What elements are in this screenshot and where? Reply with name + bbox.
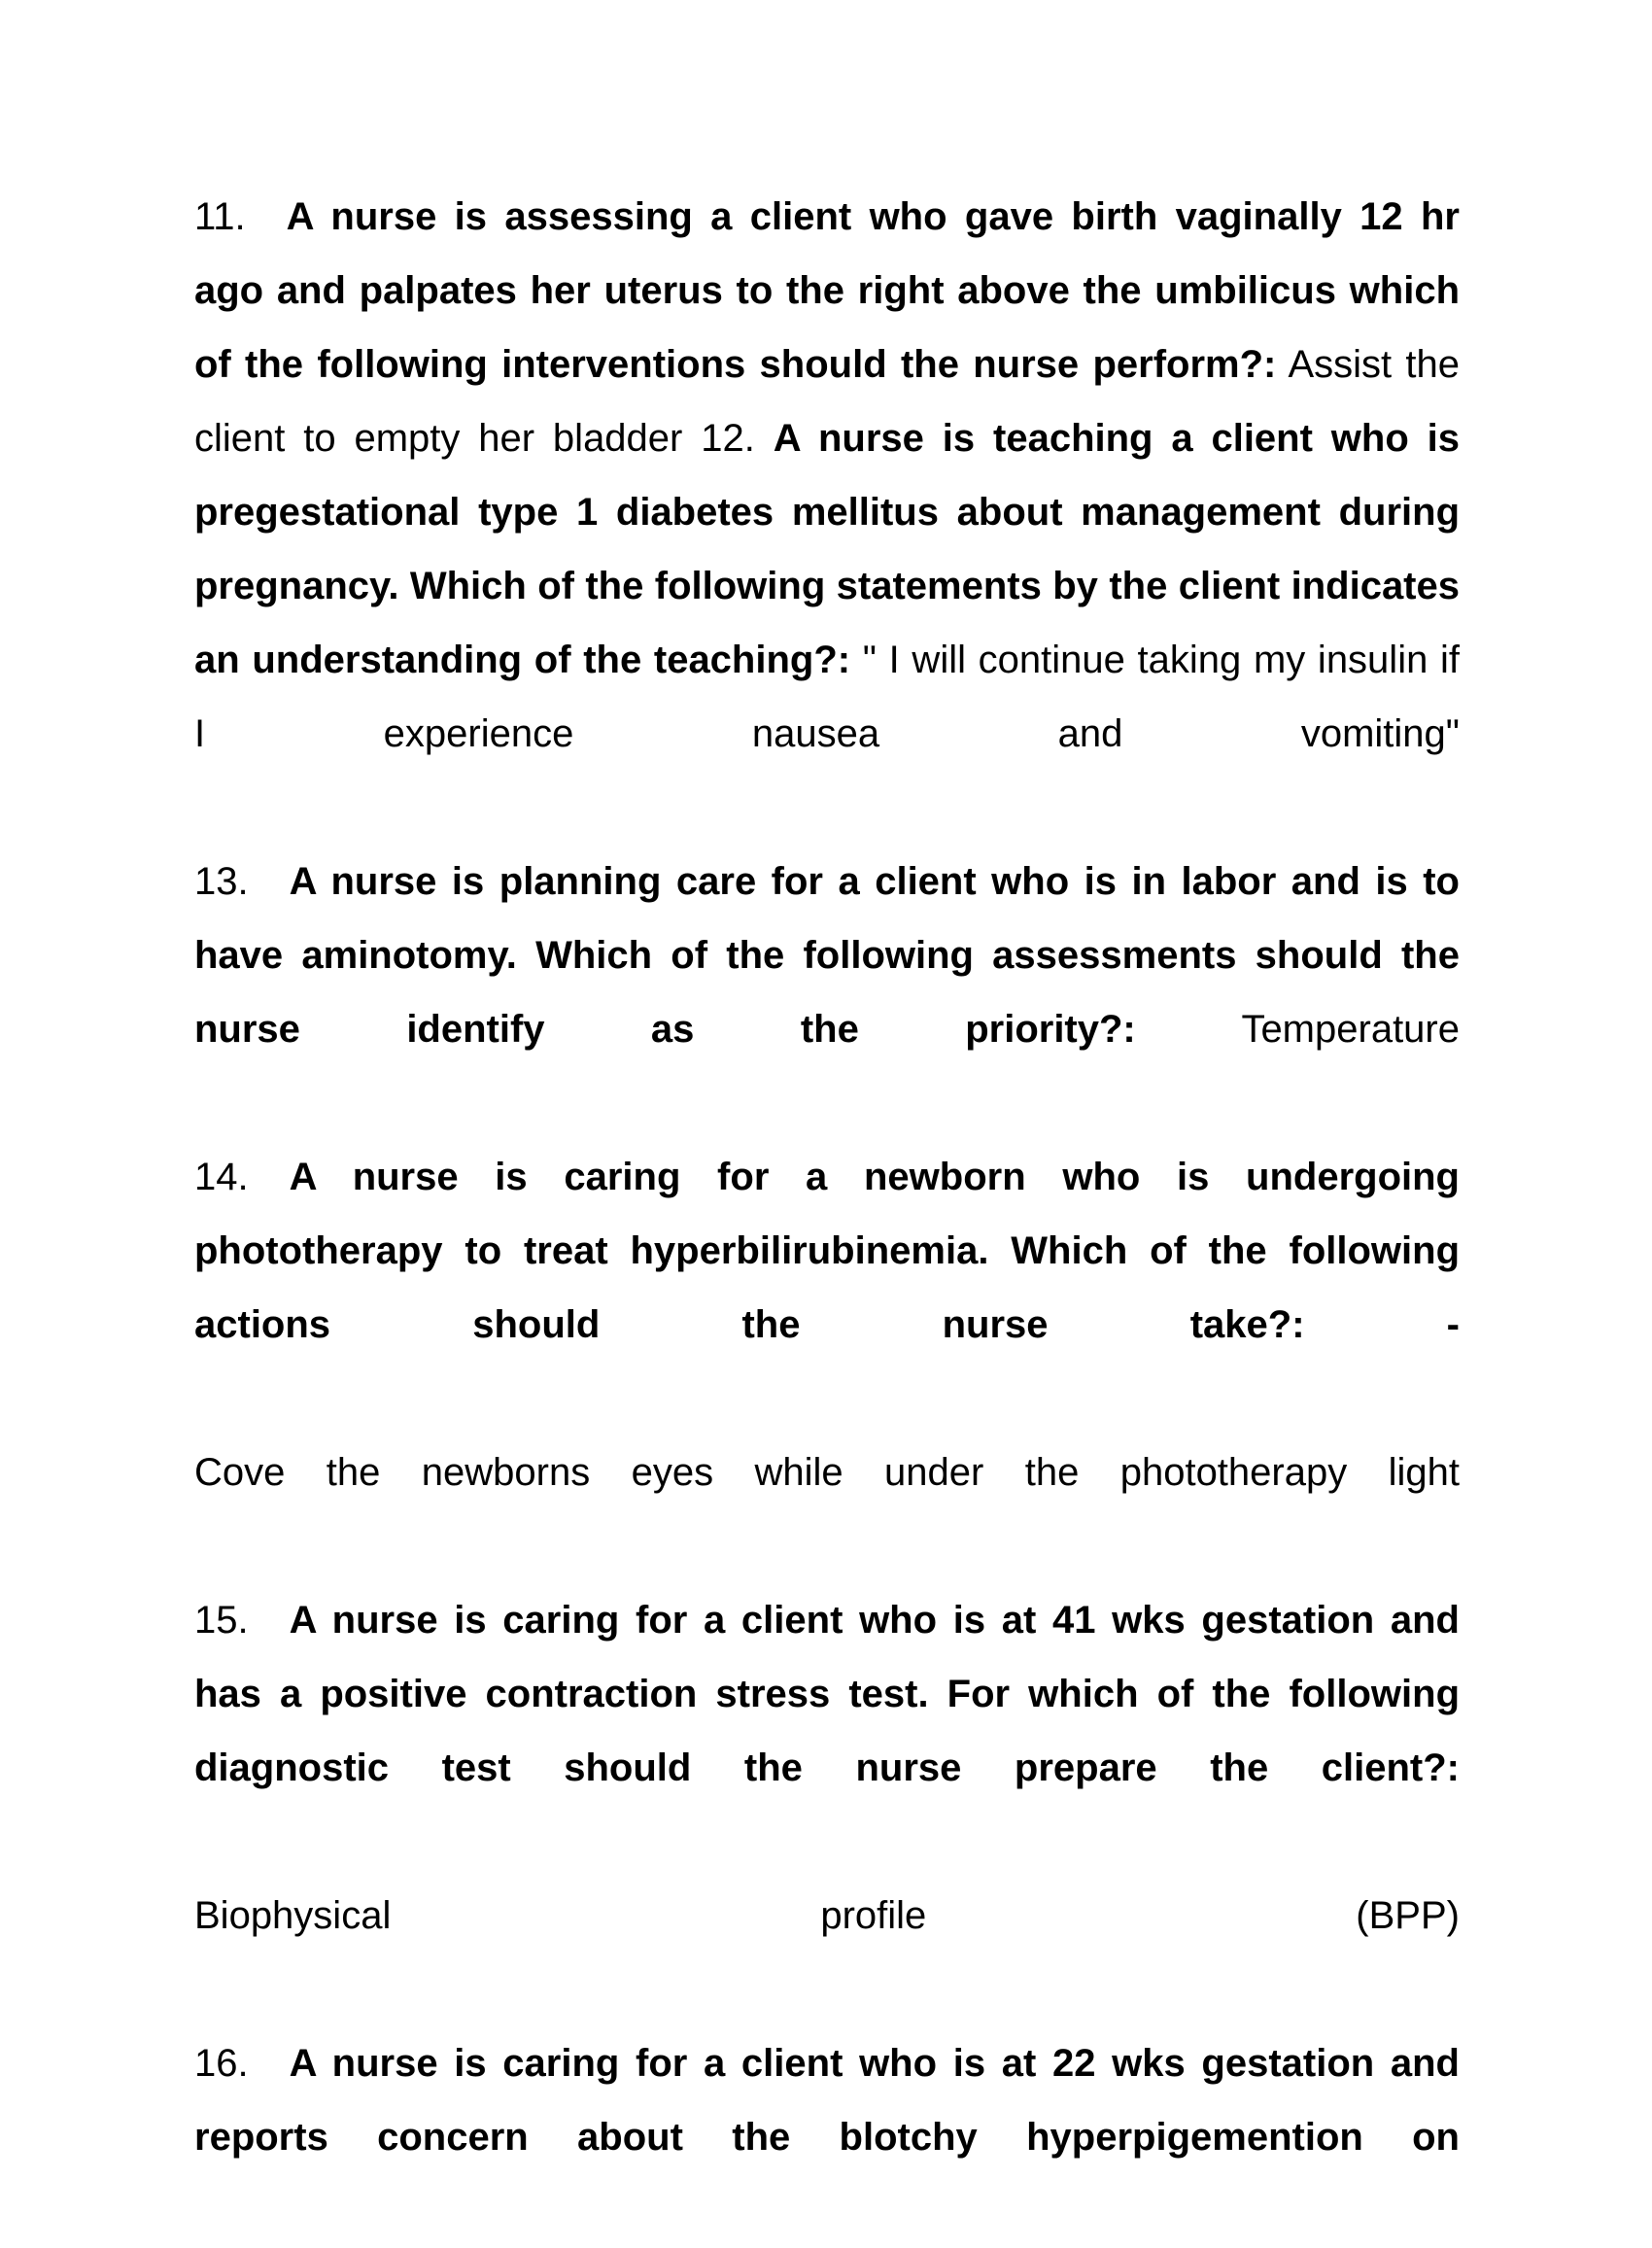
question-text-12: A nurse is teaching a client who is pregestational type 1 diabetes mellitus about management during pregnancy. Which of the following statements by the client indicates an understanding of the teaching?: [194,417,1460,681]
question-block-15 [194,1583,1460,1879]
question-number-13: 13. [194,860,249,903]
question-text-16: A nurse is caring for a client who is at 22 wks gestation and reports concern about the blotchy hyperpigemention on [194,2042,1460,2159]
question-number-16: 16. [194,2042,249,2085]
answer-text-13: Temperature [1241,1008,1460,1051]
question-number-15: 15. [194,1599,249,1642]
question-text-14: A nurse is caring for a newborn who is undergoing phototherapy to treat hyperbilirubinemia. Which of the following actions should the nurse take?: - [194,1156,1460,1346]
answer-block-15 [194,1879,1460,2026]
answer-text-11: Assist the client to empty her bladder [194,343,1461,460]
answer-text-15: Biophysical profile (BPP) [194,1894,1460,1937]
question-number-11: 11. [194,195,246,238]
answer-text-14: Cove the newborns eyes while under the phototherapy light [194,1451,1460,1494]
answer-block-14 [194,1435,1460,1583]
question-block-13 [194,845,1460,1140]
question-text-15: A nurse is caring for a client who is at 41 wks gestation and has a positive contraction stress test. For which of the following diagnostic test should the nurse prepare the client?: [194,1599,1460,1789]
question-text-11: A nurse is assessing a client who gave birth vaginally 12 hr ago and palpates her uterus to the right above the umbilicus which of the following interventions should the nurse perform?: [194,195,1460,386]
question-block-11-12 [194,180,1460,845]
question-block-16 [194,2026,1460,2248]
question-block-14 [194,1140,1460,1435]
question-text-13: A nurse is planning care for a client who is in labor and is to have aminotomy. Which of the following assessments should the nurse identify as the priority?: [194,860,1460,1051]
document-body [194,180,1460,2248]
question-number-12: 12. [701,417,755,460]
question-number-14: 14. [194,1156,249,1198]
answer-text-12: " I will continue taking my insulin if I experience nausea and vomiting" [194,639,1460,755]
